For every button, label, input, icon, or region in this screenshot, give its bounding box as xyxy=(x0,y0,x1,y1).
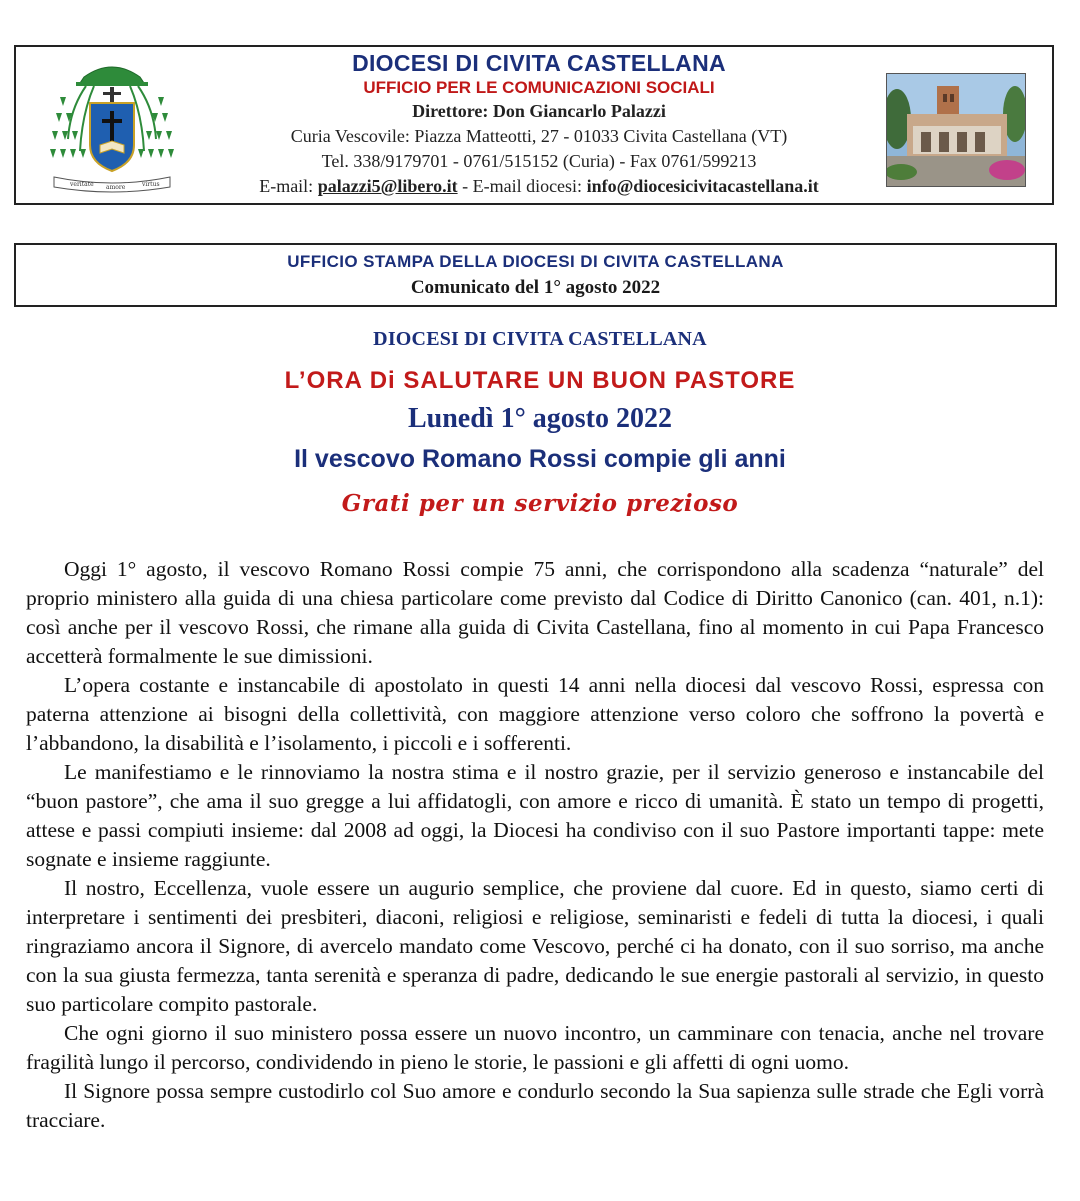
letterhead-director: Direttore: Don Giancarlo Palazzi xyxy=(412,101,666,121)
paragraph-2: L’opera costante e instancabile di apostolato in questi 14 anni nella diocesi dal vescovo Rossi, espressa con paterna attenzione ai bisogni della collettività, con maggiore attenzione verso coloro che soffrono la povertà e l’abbandono, la disabilità e l’isolamento, i piccoli e i sofferenti. xyxy=(26,673,1044,755)
heading-date: Lunedì 1° agosto 2022 xyxy=(407,403,673,434)
letterhead-address: Curia Vescovile: Piazza Matteotti, 27 - 01033 Civita Castellana (VT) xyxy=(290,126,788,146)
crest-motto-3: virtus xyxy=(142,181,160,188)
heading-diocese: DIOCESI DI CIVITA CASTELLANA xyxy=(373,328,707,350)
heading-tagline: Grati per un servizio prezioso xyxy=(341,490,739,517)
email-link[interactable]: palazzi5@libero.it xyxy=(317,176,458,196)
letterhead-title: DIOCESI DI CIVITA CASTELLANA xyxy=(352,50,726,76)
email-diocese-label: - E-mail diocesi: xyxy=(457,176,587,196)
press-office-box xyxy=(14,243,1057,307)
letterhead-phones: Tel. 338/9179701 - 0761/515152 (Curia) - Fax 0761/599213 xyxy=(321,151,757,171)
paragraph-4: Il nostro, Eccellenza, vuole essere un augurio semplice, che proviene dal cuore. Ed in questo, siamo certi di interpretare i sentimenti dei presbiteri, diaconi, religiosi e religiose, seminaristi e fedeli di tutta la diocesi, i quali ringraziamo ancora il Signore, di avercelo mandato come Vescovo, perché ci ha donato, con il suo sorriso, ma anche con la sua giusta fermezza, tanta serenità e speranza di padre, dedicando le sue energie pastorali al servizio, in questo suo particolare compito pastorale. xyxy=(26,876,1044,1016)
heading-subject: Il vescovo Romano Rossi compie gli anni xyxy=(294,445,786,473)
email-diocese[interactable]: info@diocesicivitacastellana.it xyxy=(586,176,819,196)
letterhead-text xyxy=(206,49,872,199)
article-body xyxy=(26,555,1044,1135)
paragraph-1: Oggi 1° agosto, il vescovo Romano Rossi compie 75 anni, che corrispondono alla scadenza “naturale” del proprio ministero alla guida di una chiesa particolare come previsto dal Codice di Diritto Canonico (can. 401, n.1): così anche per il vescovo Rossi, che rimane alla guida di Civita Castellana, fino al momento in cui Papa Francesco accetterà formalmente le sue dimissioni. xyxy=(26,557,1044,668)
letterhead xyxy=(14,45,1054,205)
crest-motto-1: veritate xyxy=(70,181,94,188)
headline: L’ORA Di SALUTARE UN BUON PASTORE xyxy=(284,367,796,394)
letterhead-subtitle: UFFICIO PER LE COMUNICAZIONI SOCIALI xyxy=(363,78,715,97)
diocese-crest-icon xyxy=(46,59,178,195)
paragraph-5: Che ogni giorno il suo ministero possa essere un nuovo incontro, un camminare con tenacia, anche nel trovare fragilità lungo il percorso, condividendo in pieno le storie, le passioni e gli affetti di ogni uomo. xyxy=(26,1021,1044,1074)
cathedral-photo xyxy=(886,73,1026,187)
email-label: E-mail: xyxy=(259,176,318,196)
crest-motto-2: amore xyxy=(106,184,126,191)
paragraph-6: Il Signore possa sempre custodirlo col Suo amore e condurlo secondo la Sua sapienza sulle strade che Egli vorrà tracciare. xyxy=(26,1079,1044,1132)
press-release-date: Comunicato del 1° agosto 2022 xyxy=(410,277,661,298)
press-office-title: UFFICIO STAMPA DELLA DIOCESI DI CIVITA CASTELLANA xyxy=(287,252,784,271)
paragraph-3: Le manifestiamo e le rinnoviamo la nostra stima e il nostro grazie, per il servizio generoso e instancabile del “buon pastore”, che ama il suo gregge a lui affidatogli, con amore e ricco di umanità. È stato un tempo di progetti, attese e passi compiuti insieme: dal 2008 ad oggi, la Diocesi ha condiviso con il suo Pastore importanti tappe: mete sognate e insieme raggiunte. xyxy=(26,760,1044,871)
letterhead-emails xyxy=(206,174,872,199)
